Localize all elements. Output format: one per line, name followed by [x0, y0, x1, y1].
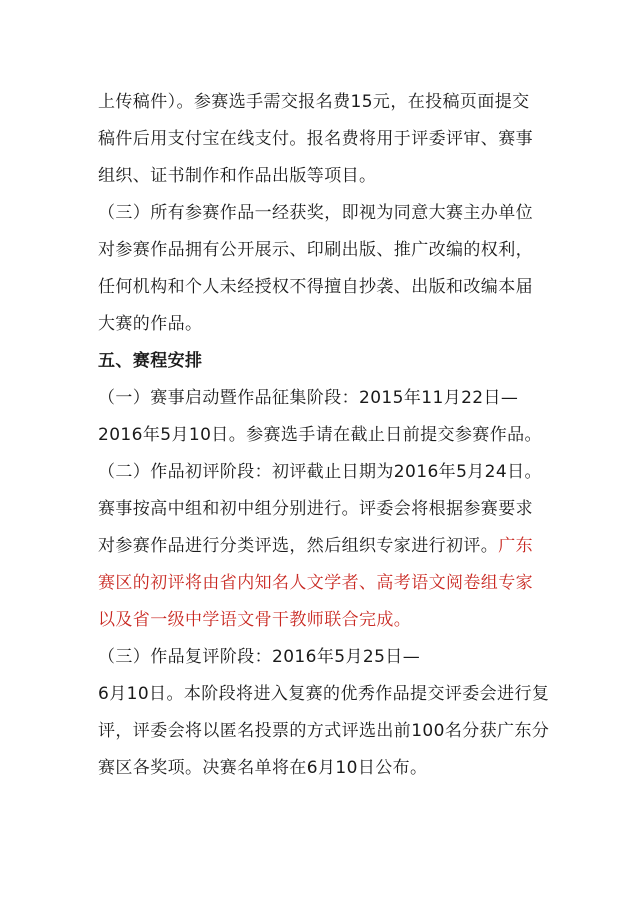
paragraph-line-1: 上传稿件）。参赛选手需交报名费15元，在投稿页面提交	[98, 92, 530, 112]
paragraph-line-9: （一）赛事启动暨作品征集阶段：2015年11月22日—	[98, 388, 519, 408]
paragraph-line-12: 赛事按高中组和初中组分别进行。评委会将根据参赛要求	[98, 499, 533, 519]
paragraph-line-7: 大赛的作品。	[98, 314, 203, 334]
paragraph-line-19: 赛区各奖项。决赛名单将在6月10日公布。	[98, 758, 428, 778]
paragraph-line-11: （二）作品初评阶段：初评截止日期为2016年5月24日。	[98, 462, 542, 482]
paragraph-line-10: 2016年5月10日。参赛选手请在截止日前提交参赛作品。	[98, 425, 542, 445]
paragraph-line-3: 组织、证书制作和作品出版等项目。	[98, 166, 377, 186]
paragraph-line-14: 赛区的初评将由省内知名人文学者、高考语文阅卷组专家	[98, 573, 533, 593]
line-13-black-text: 对参赛作品进行分类评选，然后组织专家进行初评。	[98, 536, 499, 556]
section-heading: 五、赛程安排	[98, 351, 203, 371]
paragraph-line-13	[98, 532, 548, 560]
paragraph-line-6: 任何机构和个人未经授权不得擅自抄袭、出版和改编本届	[98, 277, 533, 297]
paragraph-line-2: 稿件后用支付宝在线支付。报名费将用于评委评审、赛事	[98, 129, 533, 149]
paragraph-line-5: 对参赛作品拥有公开展示、印刷出版、推广改编的权利，	[98, 240, 533, 260]
paragraph-line-18: 评，评委会将以匿名投票的方式评选出前100名分获广东分	[98, 721, 550, 741]
line-13-red-text: 广东	[498, 536, 534, 556]
paragraph-line-4: （三）所有参赛作品一经获奖，即视为同意大赛主办单位	[98, 203, 533, 223]
document-body	[98, 88, 548, 791]
paragraph-line-15: 以及省一级中学语文骨干教师联合完成。	[98, 610, 412, 630]
paragraph-line-16: （三）作品复评阶段：2016年5月25日—	[98, 647, 421, 667]
paragraph-line-17: 6月10日。本阶段将进入复赛的优秀作品提交评委会进行复	[98, 684, 550, 704]
